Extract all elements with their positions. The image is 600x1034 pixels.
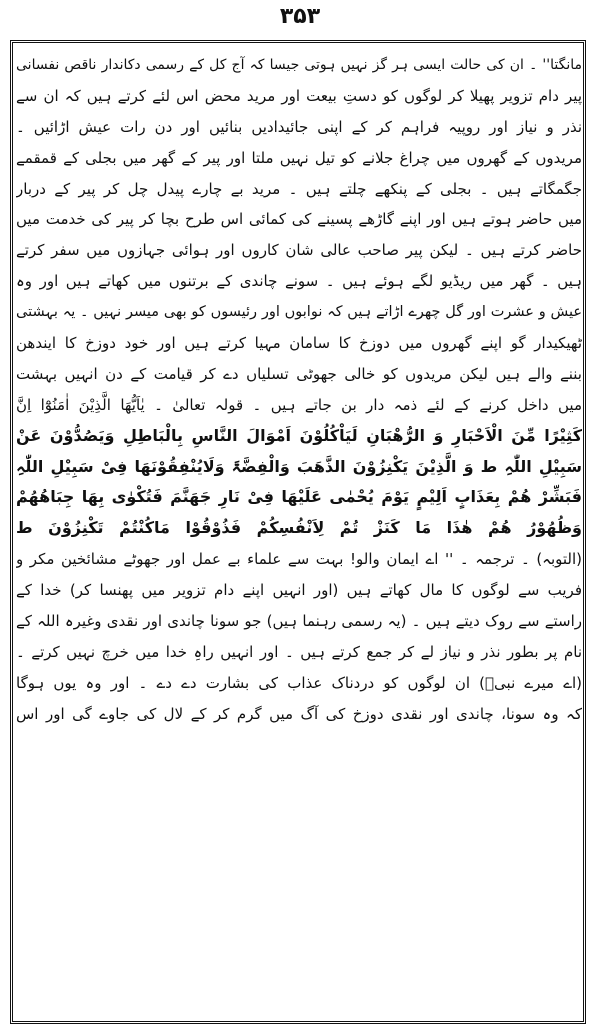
page-body [16, 50, 582, 1016]
text-line: (اے میرے نبیؐ) ان لوگوں کو دردناک عذاب کی بشارت دے دے ۔ اور وہ یوں ہوگا [16, 673, 582, 692]
text-line: مانگتا'' ۔ ان کی حالت ایسی ہر گز نہیں ہوتی جیسا کہ آج کل کے رسمی دکاندار ناقص نفسانی [16, 57, 582, 73]
text-line: راستے سے روک دیتے ہیں ۔ (یہ رسمی رہنما ہیں) جو سونا چاندی اور نقدی وغیرہ اللہ کے [16, 612, 582, 631]
text-line: ٹھیکیدار گو اپنے گھروں میں دوزخ کا سامان مہیا کرتے ہیں اور خود دوزخ کا ایندھن [16, 334, 582, 353]
text-line: ہیں ۔ گھر میں ریڈیو لگے ہوئے ہیں ۔ سونے چاندی کے برتنوں میں کھاتے ہیں اور وہ [16, 272, 582, 291]
quran-verse-line: سَبِیْلِ اللّٰہِ ط وَ الَّذِیْنَ یَکْنِزُوْنَ الذَّھَبَ وَالْفِضَّۃَ وَلَایُنْفِقُوْنَھَا فِیْ سَبِیْلِ اللّٰہِ [16, 456, 582, 476]
page-number: ۳۵۳ [279, 4, 321, 29]
text-line: نام پر بطور نذر و نیاز لے کر جمع کرتے ہیں ۔ اور انہیں راہِ خدا میں خرچ نہیں کرتے ۔ [16, 642, 582, 661]
text-line: حاضر کرتے ہیں ۔ لیکن پیر صاحب عالی شان کاروں اور ہوائی جہازوں میں سفر کرتے [16, 241, 582, 260]
quran-verse-line: فَبَشِّرْ ھُمْ بِعَذَابٍ اَلِیْمٍ یَوْمَ یُحْمٰی عَلَیْھَا فِیْ نَارِ جَھَنَّمَ فَتُکْوٰی بِھَا جِبَاھُھُمْ [16, 487, 582, 507]
text-line: میں حاضر ہوتے ہیں اور اپنے گاڑھے پسینے کی کمائی اس طرح بچا کر پیر کی خدمت میں [16, 210, 582, 229]
text-line: پیر دام تزویر پھیلا کر لوگوں کو دستِ بیعت اور مرید محض اس لئے کرتے ہیں کہ ان سے [16, 86, 582, 105]
text-line: کہ وہ سونا، چاندی اور نقدی دوزخ کی آگ میں گرم کر کے لال کی جاوے گی اور اس [16, 704, 582, 723]
text-line: میں داخل کرنے کے لئے ذمہ دار بن جاتے ہیں ۔ قولہ تعالیٰ ۔ یٰاَیُّھَا الَّذِیْنَ اٰمَنُوْٓا اِنَّ [16, 395, 582, 414]
quran-verse-line: وَظُھُوْرُ ھُمْ ھٰذَا مَا کَنَزْ تُمْ لِاَنْفُسِکُمْ فَذُوْقُوْا مَاکُنْتُمْ تَکْنِزُوْنَ ط [16, 518, 582, 538]
text-line: بننے والے ہیں لیکن مریدوں کو خالی جھوٹی تسلیاں دے کر قیامت کے دن انہیں بہشت [16, 364, 582, 383]
text-line: جگمگاتے ہیں ۔ بجلی کے پنکھے چلتے ہیں ۔ مرید بے چارے پیدل چل کر پیر کے دربار [16, 179, 582, 198]
text-line: (التوبہ) ۔ ترجمہ ۔ '' اے ایمان والو! بہت سے علماء بے عمل اور جھوٹے مشائخین مکر و [16, 550, 582, 569]
text-line: نذر و نیاز اور روپیہ فراہم کر کے اپنی جائیدادیں بنائیں اور دن رات عیش اڑائیں ۔ [16, 117, 582, 136]
quran-verse-line: کَثِیْرًا مِّنَ الْاَحْبَارِ وَ الرُّھْبَانِ لَیَاْکُلُوْنَ اَمْوَالَ النَّاسِ بِالْبَاطِلِ وَیَصُدُّوْنَ عَنْ [16, 425, 582, 445]
text-line: عیش و عشرت اور گل چھرے اڑاتے ہیں کہ نوابوں اور رئیسوں کو بھی میسر نہیں ۔ یہ بہشتی [16, 304, 582, 321]
text-line: فریب سے لوگوں کا مال کھاتے ہیں (اور انہیں اپنے دام تزویر میں پھنسا کر) خدا کے [16, 581, 582, 600]
text-line: مریدوں کے گھروں میں چراغ جلانے کو تیل نہیں ملتا اور پیر کے گھر میں بجلی کے قمقمے [16, 148, 582, 167]
